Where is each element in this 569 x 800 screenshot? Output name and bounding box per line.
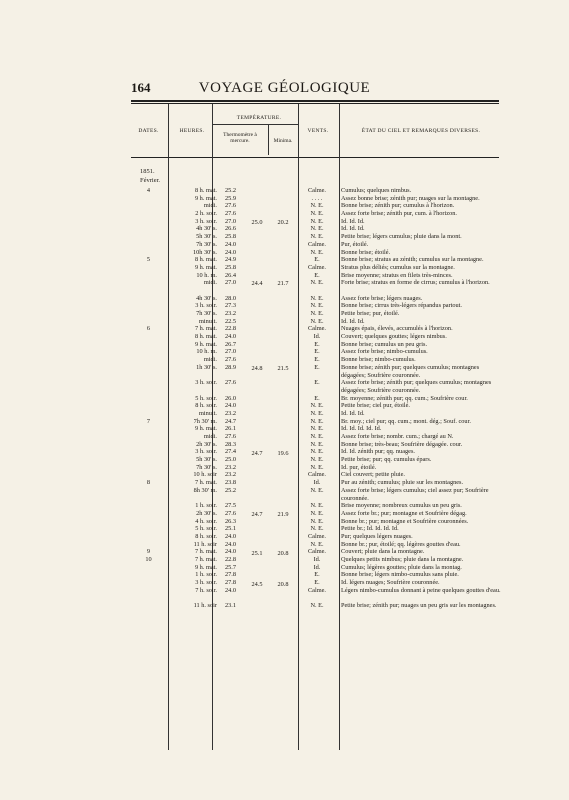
table-row (0, 325, 569, 333)
table-row (0, 564, 569, 572)
hour-cell: 2h 30' s. (196, 440, 217, 448)
sky-remarks-cell: Petite brise; légers cumulus; pluie dans la mont. (341, 233, 462, 241)
temperature-cell: 28.0 (224, 294, 236, 302)
sky-remarks-cell: Pur au zénith; cumulus; pluie sur les montagnes. (341, 479, 464, 487)
table-row (0, 533, 569, 541)
table-row (0, 225, 569, 233)
hour-cell: 1h 30' s. (196, 363, 217, 371)
table-row (0, 295, 569, 303)
table-row (0, 210, 569, 218)
wind-cell: N. E. (310, 463, 324, 471)
table-row (0, 418, 569, 426)
hour-cell: 10 h. m. (196, 348, 217, 356)
temperature-cell: 24.0 (224, 540, 236, 548)
hour-cell: 7 h. mat. (194, 325, 217, 333)
table-row (0, 272, 569, 280)
col-dates: DATES. (138, 128, 159, 134)
mean-thermo-value: 24.5 (251, 580, 263, 588)
wind-cell: N. E. (310, 302, 324, 310)
hour-cell: 8 h. soir. (195, 533, 217, 540)
sky-remarks-cell: Assez forte brise; zénith pur; quelques cumulus; montagnes dégagées; Soufrière couronnée. (341, 379, 492, 394)
temperature-cell: 27.6 (224, 210, 236, 218)
mean-thermo-value: 24.7 (251, 449, 263, 457)
sky-remarks-cell: Bonne brise; cirrus très-légers répandus partout. (341, 302, 463, 310)
temperature-cell: 26.6 (224, 225, 236, 233)
wind-cell: E. (314, 379, 320, 387)
wind-cell: Calme. (307, 471, 326, 479)
temperature-cell: 25.2 (224, 187, 236, 194)
hour-cell: 11 h. soir (193, 540, 217, 548)
wind-cell: N. E. (310, 433, 324, 441)
table-row (0, 525, 569, 533)
table-row (0, 195, 569, 203)
sky-remarks-cell: Id. légers nuages; Soufrière couronnée. (341, 579, 440, 587)
wind-cell: E. (314, 579, 320, 587)
hour-cell: 7h 30' s. (196, 310, 217, 318)
wind-cell: Id. (313, 479, 321, 487)
page-title: VOYAGE GÉOLOGIQUE (198, 80, 371, 96)
hour-cell: minuit. (198, 317, 217, 325)
sky-remarks-cell: Bonne brise; étoilé. (341, 248, 391, 256)
temperature-cell: 27.4 (224, 448, 236, 456)
table-row (0, 464, 569, 472)
sky-remarks-cell: Id. Id. Id. (341, 225, 365, 233)
table-row (0, 556, 569, 564)
hour-cell: 3 h. soir. (195, 302, 217, 310)
wind-cell: N. E. (310, 525, 324, 533)
temperature-cell: 24.7 (224, 417, 236, 425)
wind-cell: N. E. (310, 448, 324, 456)
wind-cell: N. E. (310, 409, 324, 417)
sky-remarks-cell: Bonne brise; cumulus un peu gris. (341, 340, 428, 348)
temperature-cell: 27.8 (224, 579, 236, 587)
wind-cell: N. E. (310, 210, 324, 218)
temperature-cell: 27.8 (224, 571, 236, 579)
hour-cell: 3 h. soir. (195, 379, 217, 387)
temperature-cell: 27.3 (224, 302, 236, 310)
mean-minima-value: 21.7 (277, 280, 289, 288)
sky-remarks-cell: Assez bonne brise; zénith pur; nuages sur la montagne. (341, 194, 480, 202)
temperature-cell: 24.0 (224, 248, 236, 256)
hour-cell: 7h 30' s. (196, 463, 217, 471)
temperature-cell: 28.3 (224, 440, 236, 448)
hour-cell: 1 h. soir. (195, 502, 217, 510)
wind-cell: Calme. (307, 263, 326, 271)
wind-cell: N. E. (310, 425, 324, 433)
temperature-cell: 25.1 (224, 525, 236, 533)
wind-cell: N. E. (310, 502, 324, 510)
date-cell: 5 (146, 256, 151, 264)
wind-cell: Id. (313, 556, 321, 564)
wind-cell: N. E. (310, 279, 324, 287)
hour-cell: 7 h. mat. (194, 556, 217, 564)
date-cell: 4 (146, 187, 151, 194)
hour-cell: 9 h. mat. (194, 563, 217, 571)
temperature-cell: 26.0 (224, 394, 236, 402)
temperature-cell: 26.1 (224, 425, 236, 433)
hour-cell: midi. (203, 356, 217, 364)
sky-remarks-cell: Id. Id. Id. (341, 409, 365, 417)
wind-cell: . . . . (311, 194, 323, 202)
col-temperature: TEMPÉRATURE. (236, 115, 282, 121)
table-row (0, 602, 569, 617)
date-cell: 10 (145, 556, 152, 564)
sky-remarks-cell: Petite brise; pur; qq. cumulus épars. (341, 456, 432, 464)
sky-remarks-cell: Bonne br.; pur, étoilé; qq. légères gouttes d'eau. (341, 540, 461, 548)
header-rule-bottom (131, 157, 499, 158)
date-cell: 8 (146, 479, 151, 487)
mean-thermo-value: 24.4 (251, 280, 263, 288)
wind-cell: N. E. (310, 248, 324, 256)
hour-cell: 5h 30' s. (196, 233, 217, 241)
hour-cell: 2 h. soir. (195, 210, 217, 218)
hour-cell: 9 h. mat. (194, 194, 217, 202)
table-row (0, 202, 569, 210)
hour-cell: 4h 30' s. (196, 225, 217, 233)
wind-cell: E. (314, 571, 320, 579)
temperature-cell: 27.0 (224, 279, 236, 287)
sky-remarks-cell: Petite brise; pur, étoilé. (341, 310, 400, 318)
wind-cell: N. E. (310, 517, 324, 525)
sky-remarks-cell: Bonne brise; zénith pur; cumulus à l'horizon. (341, 202, 455, 210)
wind-cell: Calme. (307, 325, 326, 333)
temperature-cell: 23.2 (224, 463, 236, 471)
temperature-rule (212, 124, 298, 125)
sky-remarks-cell: Brise moyenne; stratus en filets très-minces. (341, 271, 453, 279)
col-etat: ÉTAT DU CIEL ET REMARQUES DIVERSES. (361, 128, 481, 134)
sky-remarks-cell: Id. Id. zénith pur; qq. nuages. (341, 448, 415, 456)
sky-remarks-cell: Brise moyenne; nombreux cumulus un peu gris. (341, 502, 462, 510)
hour-cell: 8 h. soir. (195, 402, 217, 410)
table-row (0, 302, 569, 310)
temperature-cell: 25.7 (224, 563, 236, 571)
hour-cell: 3 h. soir. (195, 579, 217, 587)
wind-cell: N. E. (310, 402, 324, 410)
mean-minima-value: 19.6 (277, 449, 289, 457)
table-row (0, 233, 569, 241)
sky-remarks-cell: Assez forte brise; nimbo-cumulus. (341, 348, 428, 356)
month-label: Février. (140, 177, 161, 184)
temperature-cell: 24.0 (224, 240, 236, 248)
sky-remarks-cell: Bonne brise; légers nimbo-cumulus sans pluie. (341, 571, 459, 579)
page-number: 164 (131, 80, 151, 95)
wind-cell: E. (314, 356, 320, 364)
hour-cell: 7h 30' s. (196, 240, 217, 248)
temperature-cell: 24.0 (224, 548, 236, 556)
table-row (0, 341, 569, 349)
col-heures: HEURES. (179, 128, 205, 134)
observation-table (0, 187, 569, 618)
temperature-cell: 23.2 (224, 409, 236, 417)
table-row (0, 379, 569, 394)
sky-remarks-cell: Id. pur, étoilé. (341, 463, 377, 471)
temperature-cell: 24.0 (224, 586, 236, 594)
hour-cell: 5h 30' s. (196, 456, 217, 464)
wind-cell: E. (314, 271, 320, 279)
table-row (0, 348, 569, 356)
wind-cell: Calme. (307, 240, 326, 248)
sky-remarks-cell: Légers nimbo-cumulus donnant à peine quelques gouttes d'eau. (341, 586, 501, 594)
hour-cell: 2h 30' s. (196, 509, 217, 517)
hour-cell: midi. (203, 202, 217, 210)
wind-cell: E. (314, 394, 320, 402)
mean-minima-value: 20.8 (277, 580, 289, 588)
wind-cell: Id. (313, 563, 321, 571)
table-row (0, 518, 569, 526)
temperature-cell: 23.1 (224, 602, 236, 610)
wind-cell: N. E. (310, 486, 324, 494)
temperature-cell: 27.6 (224, 433, 236, 441)
sky-remarks-cell: Br. moyenne; zénith pur; qq. cum.; Soufrière cour. (341, 394, 468, 402)
table-row (0, 249, 569, 257)
wind-cell: E. (314, 348, 320, 356)
temperature-cell: 26.7 (224, 340, 236, 348)
table-row (0, 310, 569, 318)
divider-minima (268, 125, 269, 155)
temperature-cell: 22.8 (224, 325, 236, 333)
wind-cell: N. E. (310, 310, 324, 318)
date-cell: 6 (146, 325, 151, 333)
hour-cell: 9 h. mat. (194, 263, 217, 271)
sky-remarks-cell: Id. Id. Id. (341, 217, 365, 225)
temperature-cell: 27.0 (224, 348, 236, 356)
hour-cell: 8 h. mat. (194, 187, 217, 194)
hour-cell: 7 h. soir. (195, 586, 217, 594)
hour-cell: 8 h. mat. (194, 256, 217, 264)
table-row (0, 425, 569, 433)
mean-thermo-value: 24.7 (251, 511, 263, 519)
hour-cell: 8h 30' m. (193, 486, 217, 494)
wind-cell: N. E. (310, 233, 324, 241)
table-row (0, 356, 569, 364)
mean-minima-value: 21.5 (277, 365, 289, 373)
wind-cell: Calme. (307, 548, 326, 556)
table-row (0, 471, 569, 479)
sky-remarks-cell: Couvert; pluie dans la montagne. (341, 548, 425, 556)
sky-remarks-cell: Cumulus; quelques nimbus. (341, 187, 412, 194)
col-vents: VENTS. (307, 128, 329, 134)
wind-cell: N. E. (310, 602, 324, 610)
table-row (0, 333, 569, 341)
sky-remarks-cell: Petite br.; Id. Id. Id. Id. (341, 525, 399, 533)
wind-cell: Calme. (307, 187, 326, 194)
table-row (0, 571, 569, 579)
table-row (0, 456, 569, 464)
table-row (0, 479, 569, 487)
hour-cell: 1 h. soir. (195, 571, 217, 579)
hour-cell: midi. (203, 279, 217, 287)
table-row (0, 187, 569, 195)
temperature-cell: 27.6 (224, 509, 236, 517)
table-row (0, 241, 569, 249)
date-cell: 7 (146, 417, 151, 425)
wind-cell: N. E. (310, 456, 324, 464)
wind-cell: N. E. (310, 317, 324, 325)
temperature-cell: 26.4 (224, 271, 236, 279)
sky-remarks-cell: Pur; quelques légers nuages. (341, 533, 413, 540)
hour-cell: 4h 30' s. (196, 294, 217, 302)
temperature-cell: 27.6 (224, 356, 236, 364)
hour-cell: midi. (203, 433, 217, 441)
table-row (0, 433, 569, 441)
sky-remarks-cell: Petite brise; ciel pur, étoilé. (341, 402, 410, 410)
mean-minima-value: 21.9 (277, 511, 289, 519)
temperature-cell: 23.2 (224, 310, 236, 318)
header-rule-top-thin (131, 103, 499, 104)
year-label: 1851. (140, 168, 155, 175)
temperature-cell: 25.2 (224, 486, 236, 494)
temperature-cell: 25.9 (224, 194, 236, 202)
date-cell: 9 (146, 548, 151, 556)
temperature-cell: 23.2 (224, 471, 236, 479)
table-row (0, 395, 569, 403)
temperature-cell: 26.3 (224, 517, 236, 525)
sky-remarks-cell: Bonne brise; nimbo-cumulus. (341, 356, 416, 364)
table-row (0, 264, 569, 272)
hour-cell: 3 h. soir. (195, 448, 217, 456)
sky-remarks-cell: Bonne br.; pur; montagne et Soufrière couronnées. (341, 517, 469, 525)
temperature-cell: 24.9 (224, 256, 236, 264)
mean-minima-value: 20.8 (277, 549, 289, 557)
sky-remarks-cell: Bonne brise; stratus au zénith; cumulus sur la montagne. (341, 256, 484, 264)
mean-minima-value: 20.2 (277, 218, 289, 226)
sky-remarks-cell: Assez forte brise; légers cumulus; ciel assez pur; Soufrière couronnée. (341, 486, 489, 502)
wind-cell: E. (314, 256, 320, 264)
wind-cell: N. E. (310, 540, 324, 548)
sky-remarks-cell: Pur, étoilé. (341, 240, 369, 248)
table-row (0, 402, 569, 410)
page-header (0, 80, 569, 96)
sky-remarks-cell: Assez forte brise; zénith pur, cum. à l'horizon. (341, 210, 457, 218)
sky-remarks-cell: Petite brise; zénith pur; nuages un peu gris sur les montagnes. (341, 602, 497, 610)
sky-remarks-cell: Nuages épais, élevés, accumulés à l'horizon. (341, 325, 453, 333)
wind-cell: N. E. (310, 509, 324, 517)
hour-cell: 10 h. m. (196, 271, 217, 279)
table-row (0, 318, 569, 326)
wind-cell: E. (314, 363, 320, 371)
hour-cell: 10h 30' s. (192, 248, 217, 256)
table-row (0, 487, 569, 502)
temperature-cell: 22.8 (224, 556, 236, 564)
sky-remarks-cell: Forte brise; stratus en forme de cirrus; cumulus à l'horizon. (341, 279, 490, 287)
temperature-cell: 22.5 (224, 317, 236, 325)
sky-remarks-cell: Quelques petits nimbus; pluie dans la montagne. (341, 556, 464, 564)
wind-cell: N. E. (310, 217, 324, 225)
sky-remarks-cell: Couvert; quelques gouttes; légers nimbus. (341, 333, 447, 341)
sky-remarks-cell: Assez forte brise; légers nuages. (341, 294, 423, 302)
sky-remarks-cell: Br. moy.; ciel pur; qq. cum.; mont. dég.; Souf. cour. (341, 417, 471, 425)
hour-cell: 7 h. mat. (194, 548, 217, 556)
hour-cell: 5 h. soir. (195, 525, 217, 533)
table-row (0, 410, 569, 418)
hour-cell: 9 h. mat. (194, 425, 217, 433)
col-thermo: Thermomètre à mercure. (223, 132, 257, 144)
hour-cell: 5 h. soir. (195, 394, 217, 402)
table-row (0, 441, 569, 449)
table-row (0, 256, 569, 264)
sky-remarks-cell: Cumulus; légères gouttes; pluie dans la montag. (341, 563, 462, 571)
table-row (0, 541, 569, 549)
mean-thermo-value: 25.1 (251, 549, 263, 557)
temperature-cell: 27.0 (224, 217, 236, 225)
mean-thermo-value: 24.8 (251, 365, 263, 373)
temperature-cell: 27.5 (224, 502, 236, 510)
sky-remarks-cell: Id. Id. Id. (341, 317, 365, 325)
header-rule-top (131, 100, 499, 102)
hour-cell: 4 h. soir. (195, 517, 217, 525)
hour-cell: 7h 30' m. (193, 417, 217, 425)
temperature-cell: 24.0 (224, 333, 236, 341)
hour-cell: minuit. (198, 409, 217, 417)
temperature-cell: 24.0 (224, 533, 236, 540)
hour-cell: 11 h. soir (193, 602, 217, 610)
wind-cell: E. (314, 340, 320, 348)
wind-cell: N. E. (310, 440, 324, 448)
col-minima: Minima. (273, 138, 293, 144)
mean-thermo-value: 25.0 (251, 218, 263, 226)
wind-cell: Calme. (307, 533, 326, 540)
hour-cell: 9 h. mat. (194, 340, 217, 348)
temperature-cell: 25.8 (224, 263, 236, 271)
hour-cell: 7 h. mat. (194, 479, 217, 487)
temperature-cell: 25.8 (224, 233, 236, 241)
sky-remarks-cell: Assez forte brise; nombr. cum.; chargé au N. (341, 433, 454, 441)
sky-remarks-cell: Bonne brise; très-beau; Soufrière dégagée. cour. (341, 440, 463, 448)
wind-cell: N. E. (310, 417, 324, 425)
hour-cell: 8 h. mat. (194, 333, 217, 341)
temperature-cell: 23.8 (224, 479, 236, 487)
temperature-cell: 24.0 (224, 402, 236, 410)
sky-remarks-cell: Bonne brise; zénith pur; quelques cumulus; montagnes dégagées; Soufrière couronnée. (341, 363, 480, 379)
temperature-cell: 27.6 (224, 379, 236, 387)
sky-remarks-cell: Assez forte br.; pur; montagne et Soufrière dégag. (341, 509, 467, 517)
temperature-cell: 27.6 (224, 202, 236, 210)
table-row (0, 587, 569, 602)
wind-cell: N. E. (310, 225, 324, 233)
hour-cell: 3 h. soir. (195, 217, 217, 225)
hour-cell: 10 h. soir (193, 471, 217, 479)
temperature-cell: 25.0 (224, 456, 236, 464)
sky-remarks-cell: Ciel couvert; petite pluie. (341, 471, 405, 479)
temperature-cell: 28.9 (224, 363, 236, 371)
wind-cell: N. E. (310, 294, 324, 302)
wind-cell: Id. (313, 333, 321, 341)
sky-remarks-cell: Stratus plus déliés; cumulus sur la montagne. (341, 263, 455, 271)
wind-cell: N. E. (310, 202, 324, 210)
sky-remarks-cell: Id. Id. Id. Id. Id. (341, 425, 382, 433)
table-row (0, 502, 569, 510)
wind-cell: Calme. (307, 586, 326, 594)
